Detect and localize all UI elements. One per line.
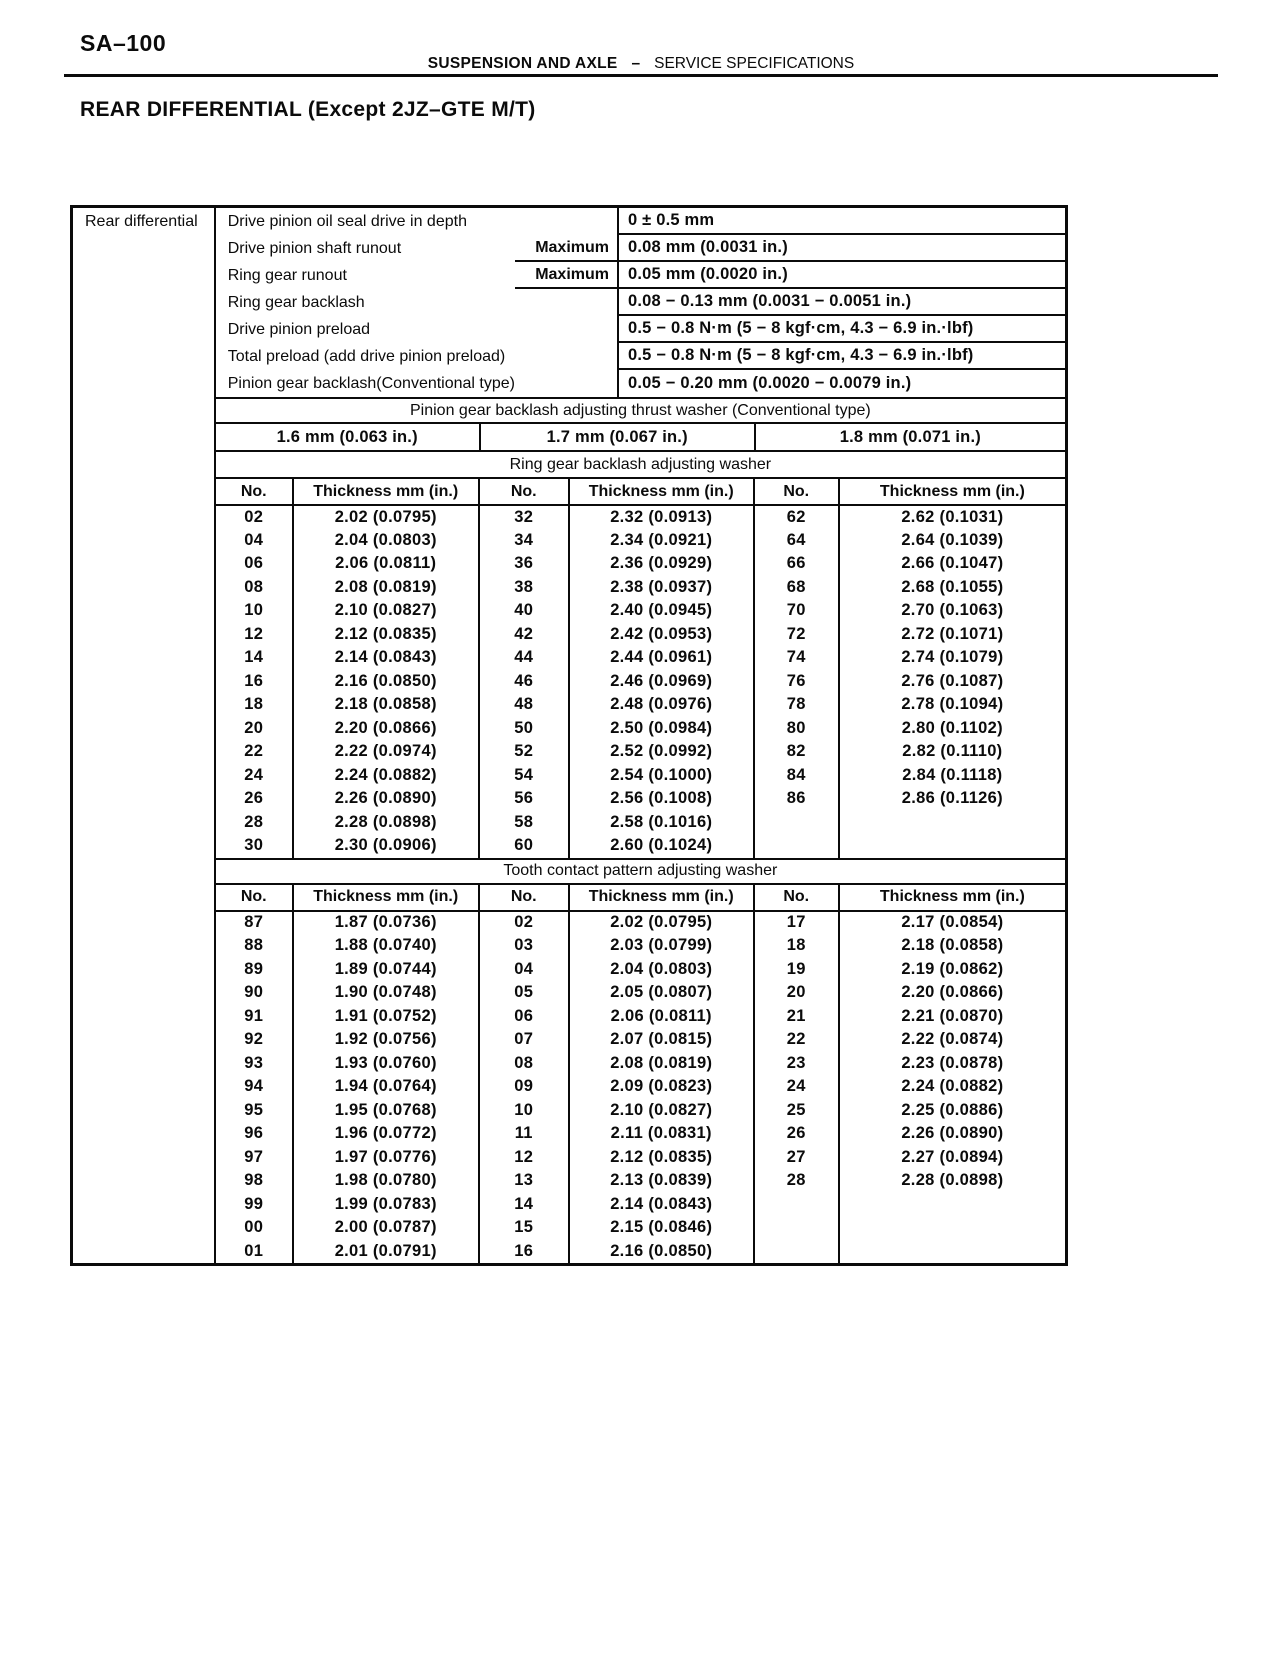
table-cell: 64	[754, 529, 839, 553]
table-cell: 22	[754, 1028, 839, 1052]
table-row	[216, 911, 1065, 935]
table-cell: 2.70 (0.1063)	[839, 599, 1065, 623]
table-cell: 04	[479, 958, 569, 982]
table-cell: 20	[754, 981, 839, 1005]
table-cell: 2.38 (0.0937)	[569, 576, 754, 600]
table-cell: 88	[244, 936, 264, 955]
spec-label: Drive pinion preload	[227, 320, 371, 338]
table-cell: 2.25 (0.0886)	[839, 1099, 1065, 1123]
table-cell: 2.24 (0.0882)	[293, 764, 479, 788]
ring-gear-washer-table	[216, 479, 1065, 858]
spec-qualifier	[515, 370, 617, 397]
table-cell: 54	[479, 764, 569, 788]
table-cell: 25	[754, 1099, 839, 1123]
table-row	[216, 693, 1065, 717]
table-cell: 87	[244, 913, 264, 932]
table-cell: 16	[479, 1240, 569, 1264]
table-cell	[754, 1240, 839, 1264]
table-cell: 2.36 (0.0929)	[569, 552, 754, 576]
table-cell: 23	[754, 1052, 839, 1076]
table-cell: 2.28 (0.0898)	[839, 1169, 1065, 1193]
table-cell: 2.09 (0.0823)	[569, 1075, 754, 1099]
table-cell	[754, 1193, 839, 1217]
table-cell: 1.92 (0.0756)	[293, 1028, 479, 1052]
spec-qualifier	[515, 316, 617, 343]
spec-qualifier	[515, 343, 617, 370]
table-cell: 02	[479, 911, 569, 935]
table-row	[216, 1240, 1065, 1264]
col-header-no: No.	[479, 479, 569, 505]
spec-table	[70, 205, 1068, 1266]
table-cell: 2.82 (0.1110)	[839, 740, 1065, 764]
table-cell: 10	[244, 601, 264, 620]
tooth-contact-washer-table	[216, 885, 1065, 1264]
table-cell: 10	[479, 1099, 569, 1123]
table-row	[216, 529, 1065, 553]
table-cell: 2.42 (0.0953)	[569, 623, 754, 647]
table-cell: 42	[479, 623, 569, 647]
table-cell: 40	[479, 599, 569, 623]
table-cell: 2.18 (0.0858)	[839, 934, 1065, 958]
table-cell: 26	[244, 789, 264, 808]
table-row	[216, 981, 1065, 1005]
table-cell	[839, 1216, 1065, 1240]
table-cell: 2.40 (0.0945)	[569, 599, 754, 623]
table-cell: 04	[244, 530, 264, 549]
header-rule	[64, 74, 1218, 77]
table-cell: 89	[244, 959, 264, 978]
table-cell: 36	[479, 552, 569, 576]
thrust-washer-size: 1.8 mm (0.071 in.)	[754, 424, 1065, 450]
table-cell: 2.54 (0.1000)	[569, 764, 754, 788]
table-cell: 48	[479, 693, 569, 717]
table-cell	[839, 811, 1065, 835]
table-cell: 2.84 (0.1118)	[839, 764, 1065, 788]
spec-value: 0 ± 0.5 mm	[617, 208, 1065, 235]
table-cell: 50	[479, 717, 569, 741]
table-cell: 14	[244, 648, 264, 667]
thrust-washer-sizes-row	[216, 424, 1065, 452]
table-row	[216, 1052, 1065, 1076]
table-cell: 12	[479, 1146, 569, 1170]
col-header-thickness: Thickness mm (in.)	[839, 479, 1065, 505]
spec-row	[216, 316, 1065, 343]
table-cell: 24	[754, 1075, 839, 1099]
table-row	[216, 1169, 1065, 1193]
table-cell: 2.03 (0.0799)	[569, 934, 754, 958]
table-cell: 07	[479, 1028, 569, 1052]
table-cell: 66	[754, 552, 839, 576]
table-cell: 1.99 (0.0783)	[293, 1193, 479, 1217]
table-cell: 2.60 (0.1024)	[569, 834, 754, 858]
table-cell: 99	[244, 1194, 264, 1213]
table-cell: 22	[244, 742, 264, 761]
ring-gear-washer-section-title: Ring gear backlash adjusting washer	[216, 452, 1065, 479]
col-header-no: No.	[479, 885, 569, 911]
table-cell: 14	[479, 1193, 569, 1217]
thrust-washer-size: 1.6 mm (0.063 in.)	[276, 427, 418, 446]
table-cell: 05	[479, 981, 569, 1005]
thrust-washer-section-title: Pinion gear backlash adjusting thrust washer (Conventional type)	[216, 397, 1065, 424]
table-cell: 16	[244, 671, 264, 690]
table-cell: 1.97 (0.0776)	[293, 1146, 479, 1170]
table-cell: 2.19 (0.0862)	[839, 958, 1065, 982]
table-cell: 2.21 (0.0870)	[839, 1005, 1065, 1029]
spec-group-label: Rear differential	[73, 208, 216, 1263]
table-cell: 72	[754, 623, 839, 647]
table-cell: 06	[244, 554, 264, 573]
table-cell: 84	[754, 764, 839, 788]
table-cell: 2.11 (0.0831)	[569, 1122, 754, 1146]
spec-row	[216, 289, 1065, 316]
table-cell: 1.87 (0.0736)	[293, 911, 479, 935]
table-cell: 2.80 (0.1102)	[839, 717, 1065, 741]
table-cell: 93	[244, 1053, 264, 1072]
table-cell: 21	[754, 1005, 839, 1029]
table-cell: 94	[244, 1077, 264, 1096]
table-cell: 28	[754, 1169, 839, 1193]
table-cell: 2.01 (0.0791)	[293, 1240, 479, 1264]
thrust-washer-size: 1.7 mm (0.067 in.)	[479, 424, 754, 450]
table-cell: 68	[754, 576, 839, 600]
table-cell: 2.02 (0.0795)	[293, 505, 479, 529]
table-cell: 46	[479, 670, 569, 694]
table-cell: 2.23 (0.0878)	[839, 1052, 1065, 1076]
spec-row	[216, 235, 1065, 262]
table-cell: 2.04 (0.0803)	[569, 958, 754, 982]
spec-label: Ring gear backlash	[227, 293, 365, 311]
table-cell: 52	[479, 740, 569, 764]
table-cell: 2.00 (0.0787)	[293, 1216, 479, 1240]
table-cell: 97	[244, 1147, 264, 1166]
table-cell: 09	[479, 1075, 569, 1099]
table-cell: 2.08 (0.0819)	[293, 576, 479, 600]
table-cell: 02	[244, 507, 264, 526]
table-cell: 2.14 (0.0843)	[569, 1193, 754, 1217]
spec-table-body	[216, 208, 1065, 1263]
table-cell: 32	[479, 505, 569, 529]
table-cell: 38	[479, 576, 569, 600]
table-cell: 76	[754, 670, 839, 694]
page-title: REAR DIFFERENTIAL (Except 2JZ–GTE M/T)	[80, 98, 536, 121]
table-cell: 2.07 (0.0815)	[569, 1028, 754, 1052]
table-cell: 62	[754, 505, 839, 529]
table-row	[216, 1075, 1065, 1099]
table-cell: 28	[244, 812, 264, 831]
table-cell: 2.78 (0.1094)	[839, 693, 1065, 717]
table-row	[216, 740, 1065, 764]
table-cell: 08	[479, 1052, 569, 1076]
table-cell: 2.44 (0.0961)	[569, 646, 754, 670]
table-cell: 2.26 (0.0890)	[839, 1122, 1065, 1146]
table-cell: 82	[754, 740, 839, 764]
table-cell: 1.93 (0.0760)	[293, 1052, 479, 1076]
table-cell: 2.10 (0.0827)	[293, 599, 479, 623]
table-cell: 1.98 (0.0780)	[293, 1169, 479, 1193]
spec-row	[216, 370, 1065, 397]
table-cell: 2.16 (0.0850)	[569, 1240, 754, 1264]
table-row	[216, 787, 1065, 811]
table-cell: 2.86 (0.1126)	[839, 787, 1065, 811]
table-cell: 86	[754, 787, 839, 811]
table-cell	[839, 834, 1065, 858]
table-cell: 18	[754, 934, 839, 958]
table-cell: 2.18 (0.0858)	[293, 693, 479, 717]
table-cell: 2.32 (0.0913)	[569, 505, 754, 529]
col-header-no: No.	[754, 885, 839, 911]
table-cell: 1.89 (0.0744)	[293, 958, 479, 982]
table-row	[216, 764, 1065, 788]
table-row	[216, 623, 1065, 647]
table-cell: 2.16 (0.0850)	[293, 670, 479, 694]
table-cell: 1.95 (0.0768)	[293, 1099, 479, 1123]
table-cell: 12	[244, 624, 264, 643]
table-cell: 2.08 (0.0819)	[569, 1052, 754, 1076]
table-cell: 2.06 (0.0811)	[569, 1005, 754, 1029]
spec-label: Drive pinion oil seal drive in depth	[227, 212, 467, 230]
spec-row	[216, 343, 1065, 370]
col-header-no: No.	[754, 479, 839, 505]
col-header-thickness: Thickness mm (in.)	[293, 479, 479, 505]
spec-row	[216, 262, 1065, 289]
col-header-no: No.	[216, 885, 293, 911]
table-cell: 03	[479, 934, 569, 958]
table-row	[216, 958, 1065, 982]
running-head	[64, 55, 1218, 73]
table-cell: 2.26 (0.0890)	[293, 787, 479, 811]
table-cell: 56	[479, 787, 569, 811]
table-row	[216, 599, 1065, 623]
table-cell	[754, 811, 839, 835]
spec-row	[216, 208, 1065, 235]
table-row	[216, 1146, 1065, 1170]
table-cell: 92	[244, 1030, 264, 1049]
table-cell: 26	[754, 1122, 839, 1146]
running-head-dash: –	[631, 55, 641, 72]
table-row	[216, 1028, 1065, 1052]
table-cell	[754, 1216, 839, 1240]
table-cell: 90	[244, 983, 264, 1002]
table-cell: 2.10 (0.0827)	[569, 1099, 754, 1123]
table-cell: 18	[244, 695, 264, 714]
table-cell: 70	[754, 599, 839, 623]
table-header-row	[216, 885, 1065, 911]
table-cell: 2.20 (0.0866)	[293, 717, 479, 741]
page-code: SA–100	[80, 30, 167, 56]
table-cell: 2.52 (0.0992)	[569, 740, 754, 764]
table-cell: 1.91 (0.0752)	[293, 1005, 479, 1029]
table-row	[216, 717, 1065, 741]
table-cell: 06	[479, 1005, 569, 1029]
spec-value: 0.5 − 0.8 N·m (5 − 8 kgf·cm, 4.3 − 6.9 in.·lbf)	[617, 316, 1065, 343]
running-head-section: SUSPENSION AND AXLE	[427, 55, 618, 72]
table-cell: 24	[244, 765, 264, 784]
table-cell: 1.96 (0.0772)	[293, 1122, 479, 1146]
table-cell: 2.76 (0.1087)	[839, 670, 1065, 694]
table-cell	[754, 834, 839, 858]
table-cell: 20	[244, 718, 264, 737]
table-row	[216, 934, 1065, 958]
table-row	[216, 1005, 1065, 1029]
col-header-thickness: Thickness mm (in.)	[569, 885, 754, 911]
spec-value: 0.08 − 0.13 mm (0.0031 − 0.0051 in.)	[617, 289, 1065, 316]
table-cell: 2.74 (0.1079)	[839, 646, 1065, 670]
table-cell: 2.27 (0.0894)	[839, 1146, 1065, 1170]
table-cell: 2.28 (0.0898)	[293, 811, 479, 835]
table-cell: 44	[479, 646, 569, 670]
col-header-thickness: Thickness mm (in.)	[293, 885, 479, 911]
table-row	[216, 552, 1065, 576]
spec-value: 0.05 − 0.20 mm (0.0020 − 0.0079 in.)	[617, 370, 1065, 397]
table-cell: 2.30 (0.0906)	[293, 834, 479, 858]
col-header-thickness: Thickness mm (in.)	[839, 885, 1065, 911]
table-cell: 11	[479, 1122, 569, 1146]
spec-qualifier	[515, 289, 617, 316]
table-cell: 1.94 (0.0764)	[293, 1075, 479, 1099]
table-cell: 2.34 (0.0921)	[569, 529, 754, 553]
table-cell: 2.02 (0.0795)	[569, 911, 754, 935]
table-cell: 2.50 (0.0984)	[569, 717, 754, 741]
table-cell: 2.12 (0.0835)	[569, 1146, 754, 1170]
spec-label: Ring gear runout	[227, 266, 347, 284]
table-cell: 2.06 (0.0811)	[293, 552, 479, 576]
table-cell: 2.04 (0.0803)	[293, 529, 479, 553]
spec-label: Total preload (add drive pinion preload)	[227, 347, 506, 365]
spec-value: 0.5 − 0.8 N·m (5 − 8 kgf·cm, 4.3 − 6.9 in.·lbf)	[617, 343, 1065, 370]
table-cell: 96	[244, 1124, 264, 1143]
table-header-row	[216, 479, 1065, 505]
table-row	[216, 834, 1065, 858]
table-cell: 2.14 (0.0843)	[293, 646, 479, 670]
col-header-no: No.	[216, 479, 293, 505]
table-row	[216, 1216, 1065, 1240]
table-cell: 27	[754, 1146, 839, 1170]
table-cell: 1.90 (0.0748)	[293, 981, 479, 1005]
table-cell: 2.68 (0.1055)	[839, 576, 1065, 600]
table-cell: 34	[479, 529, 569, 553]
table-cell: 13	[479, 1169, 569, 1193]
table-cell: 2.24 (0.0882)	[839, 1075, 1065, 1099]
running-head-subsection: SERVICE SPECIFICATIONS	[654, 55, 855, 72]
table-cell: 2.48 (0.0976)	[569, 693, 754, 717]
table-cell: 2.12 (0.0835)	[293, 623, 479, 647]
table-cell: 15	[479, 1216, 569, 1240]
table-cell: 2.17 (0.0854)	[839, 911, 1065, 935]
table-cell: 2.66 (0.1047)	[839, 552, 1065, 576]
spec-value: 0.08 mm (0.0031 in.)	[617, 235, 1065, 262]
table-cell: 2.05 (0.0807)	[569, 981, 754, 1005]
table-cell: 19	[754, 958, 839, 982]
table-cell: 17	[754, 911, 839, 935]
table-cell: 30	[244, 836, 264, 855]
table-row	[216, 1122, 1065, 1146]
table-cell: 1.88 (0.0740)	[293, 934, 479, 958]
table-cell: 2.22 (0.0974)	[293, 740, 479, 764]
table-cell: 00	[244, 1218, 264, 1237]
table-cell: 2.13 (0.0839)	[569, 1169, 754, 1193]
spec-label: Pinion gear backlash(Conventional type)	[227, 374, 515, 392]
table-row	[216, 1099, 1065, 1123]
table-cell: 74	[754, 646, 839, 670]
spec-qualifier: Maximum	[515, 262, 617, 289]
table-cell: 2.20 (0.0866)	[839, 981, 1065, 1005]
table-row	[216, 646, 1065, 670]
table-cell: 08	[244, 577, 264, 596]
table-cell: 91	[244, 1006, 264, 1025]
table-row	[216, 505, 1065, 529]
table-cell: 2.58 (0.1016)	[569, 811, 754, 835]
table-cell: 2.64 (0.1039)	[839, 529, 1065, 553]
col-header-thickness: Thickness mm (in.)	[569, 479, 754, 505]
table-cell: 2.62 (0.1031)	[839, 505, 1065, 529]
table-cell: 98	[244, 1171, 264, 1190]
table-cell: 2.46 (0.0969)	[569, 670, 754, 694]
table-cell: 95	[244, 1100, 264, 1119]
table-cell: 60	[479, 834, 569, 858]
table-cell	[839, 1193, 1065, 1217]
spec-qualifier	[515, 208, 617, 235]
table-row	[216, 576, 1065, 600]
table-row	[216, 811, 1065, 835]
table-cell: 2.72 (0.1071)	[839, 623, 1065, 647]
spec-label: Drive pinion shaft runout	[227, 239, 402, 257]
table-cell: 78	[754, 693, 839, 717]
table-row	[216, 670, 1065, 694]
table-cell	[839, 1240, 1065, 1264]
spec-qualifier: Maximum	[515, 235, 617, 262]
table-cell: 01	[244, 1241, 264, 1260]
table-row	[216, 1193, 1065, 1217]
table-cell: 2.56 (0.1008)	[569, 787, 754, 811]
table-cell: 80	[754, 717, 839, 741]
table-cell: 58	[479, 811, 569, 835]
table-cell: 2.22 (0.0874)	[839, 1028, 1065, 1052]
spec-value: 0.05 mm (0.0020 in.)	[617, 262, 1065, 289]
tooth-contact-section-title: Tooth contact pattern adjusting washer	[216, 858, 1065, 885]
table-cell: 2.15 (0.0846)	[569, 1216, 754, 1240]
